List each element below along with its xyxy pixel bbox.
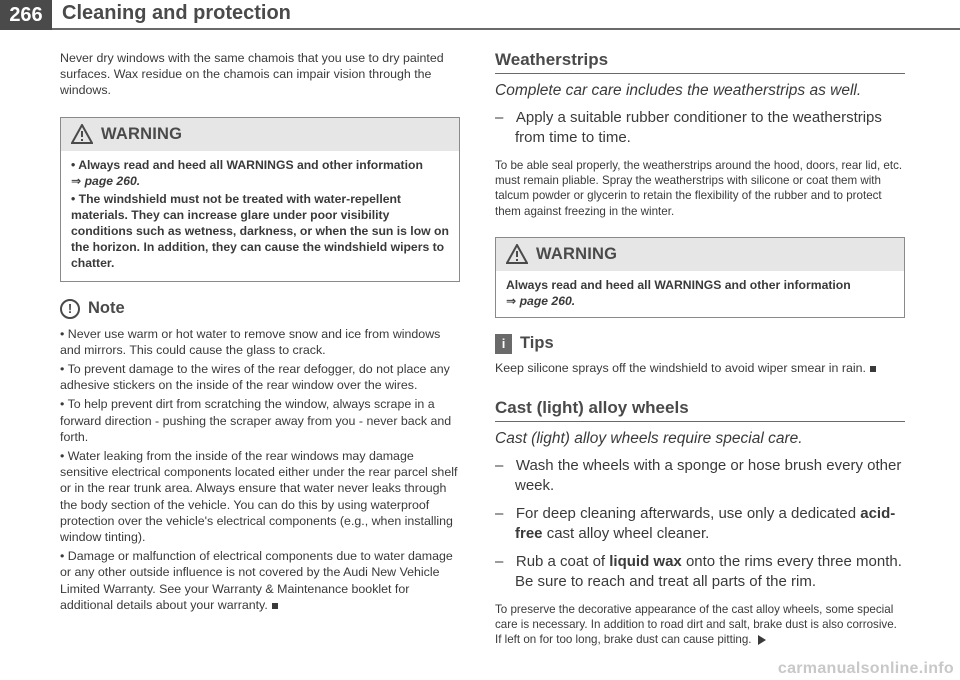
note-item: • Water leaking from the inside of the rear windows may damage sensitive electrical components located either under the rear parcel shelf or in the rear trunk area. Always ensure that water never leaks through the body section of the vehicle. You can do this by using waterproof protection over the vehicle's electrical components (e.g., when installing window tinting). (60, 449, 458, 545)
section-subtitle: Complete car care includes the weatherstrips as well. (495, 82, 862, 99)
instruction-step: – Wash the wheels with a sponge or hose brush every other week. (495, 457, 902, 495)
intro-paragraph: Never dry windows with the same chamois that you use to dry painted surfaces. Wax residue on the chamois can impair vision through the windows. (60, 51, 444, 98)
page-header (0, 0, 960, 34)
section-title-weatherstrips: Weatherstrips (495, 50, 905, 74)
right-column (495, 50, 905, 648)
note-title: Note (88, 299, 125, 318)
watermark: carmanualsonline.info (777, 660, 954, 677)
section-subtitle: Cast (light) alloy wheels require special care. (495, 430, 803, 448)
warning-header (61, 118, 459, 151)
instruction-step: – Rub a coat of liquid wax onto the rims every three month. Be sure to reach and treat all parts of the rim. (495, 553, 902, 591)
tips-header (495, 332, 905, 356)
note-header (60, 296, 460, 322)
note-icon: ! (60, 299, 80, 319)
tips-text: Keep silicone sprays off the windshield to avoid wiper smear in rain. (495, 360, 905, 376)
page-reference-link[interactable]: ⇒ page 260. (71, 173, 141, 188)
end-of-section-icon (870, 366, 876, 372)
header-rule (52, 28, 960, 30)
warning-item-text: The windshield must not be treated with water-repellent materials. They can increase glare under poor visibility conditions such as wetness, darkness, or when the sun is low on the horizon. In addition, they can cause the windshield wipers to chatter. (71, 191, 449, 270)
info-icon: i (495, 334, 512, 354)
instruction-step: – Apply a suitable rubber conditioner to the weatherstrips from time to time. (495, 109, 882, 146)
weatherstrips-paragraph: To be able seal properly, the weatherstrips around the hood, doors, rear lid, etc. must remain pliable. Spray the weatherstrips with silicone or coat them with talcum powder or glycerin to retain the flexibility of the rubber and to protect them against freezing in the winter. (495, 159, 903, 218)
note-list (60, 326, 460, 613)
warning-triangle-icon (506, 244, 528, 264)
warning-text: Always read and heed all WARNINGS and other information (506, 277, 851, 292)
warning-box (60, 117, 460, 282)
page-reference-link[interactable]: ⇒ page 260. (506, 293, 576, 308)
warning-body (61, 151, 459, 281)
note-item: • To prevent damage to the wires of the rear defogger, do not place any adhesive stickers on the inside of the rear window over the wires. (60, 362, 450, 393)
warning-box (495, 237, 905, 318)
page-number: 266 (0, 0, 52, 30)
instruction-step: – For deep cleaning afterwards, use only a dedicated acid-free cast alloy wheel cleaner. (495, 505, 896, 543)
wheels-paragraph: To preserve the decorative appearance of the cast alloy wheels, some special care is necessary. In addition to road dirt and salt, brake dust is also corrosive. If left on for too long, brake dust can cause pitting. (495, 603, 897, 647)
note-item: • Damage or malfunction of electrical components due to water damage or any other outside influence is not covered by the Audi New Vehicle Limited Warranty. See your Warranty & Maintenance booklet for additional details about your warranty. (60, 549, 453, 612)
chapter-title: Cleaning and protection (62, 2, 291, 24)
left-column (60, 50, 460, 616)
warning-item: • The windshield must not be treated with water-repellent materials. They can increase glare under poor visibility conditions such as wetness, darkness, or when the sun is low on the horizon. In addition, they can cause the windshield wipers to chatter. (71, 191, 449, 270)
warning-header (496, 238, 904, 271)
end-of-section-icon (272, 603, 278, 609)
warning-title: WARNING (101, 124, 183, 143)
warning-title: WARNING (536, 244, 618, 263)
note-item: • To help prevent dirt from scratching the window, always scrape in a forward direction - pushing the scraper away from you - never back and forth. (60, 397, 452, 444)
continue-arrow-icon (758, 635, 766, 645)
section-title-alloy-wheels: Cast (light) alloy wheels (495, 398, 905, 422)
note-item: • Never use warm or hot water to remove snow and ice from windows and mirrors. This could cause the glass to crack. (60, 326, 441, 357)
warning-item-text: Always read and heed all WARNINGS and other information (78, 157, 423, 172)
tips-title: Tips (520, 334, 554, 353)
warning-item: • Always read and heed all WARNINGS and other information ⇒ page 260. (71, 157, 423, 188)
warning-body (496, 271, 904, 317)
warning-triangle-icon (71, 124, 93, 144)
